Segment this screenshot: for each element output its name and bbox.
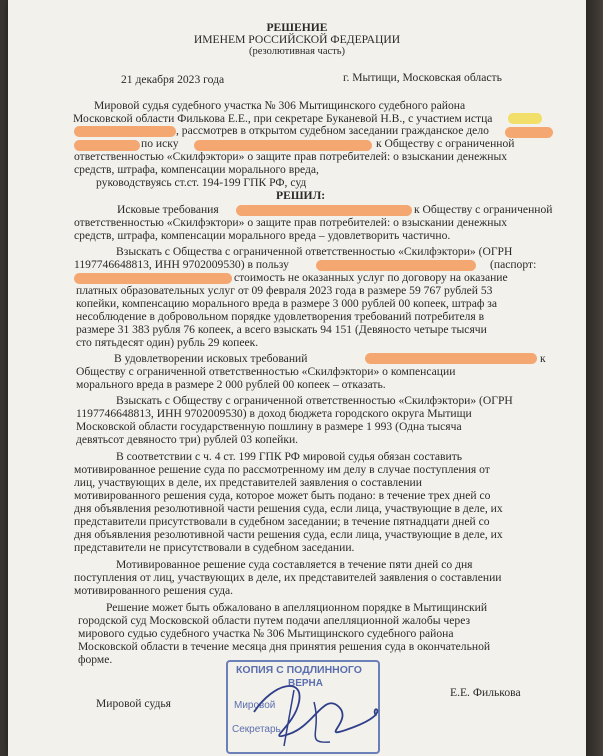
text-line: Исковые требования [117,203,219,216]
text-line: 1197746648813, ИНН 9702009530) в пользу [74,258,289,271]
text-line: форме. [78,653,113,666]
doc-title: РЕШЕНИЕ [266,21,328,34]
text-line: представители не присутствовали в судебном заседании. [74,541,355,554]
text-line: средств, штрафа, компенсации морального вреда, [74,163,319,176]
text-line: копейки, компенсацию морального вреда в размере 3 000 рублей 00 копеек, штраф за [76,297,498,310]
text-line: мирового судью судебного участка № 306 Мытищинского судебного района [78,627,454,640]
text-line: ответственностью «Скилфэктори» о защите прав потребителей: о взыскании денежных [74,150,508,163]
text-line: представители присутствовали в судебном заседании; в течение пятнадцати дней со [74,515,490,528]
stamp-sub: ВЕРНА [288,678,324,689]
text-line: Московской области Филькова Е.Е., при секретаре Буканевой Н.В., с участием истца [73,112,493,125]
stamp-line-2: Секретарь [232,724,281,735]
document-page [8,0,586,756]
text-line: ответственностью «Скилфэктори» о защите прав потребителей: о взыскании денежных [74,216,508,229]
text-line: девятьсот девяносто три) рублей 03 копейки. [76,433,299,446]
text-line: к Обществу с ограниченной [376,137,515,150]
judge-name: Е.Е. Филькова [450,686,521,699]
text-line: мотивированное решение суда по рассмотренному им делу в случае поступления от [74,463,490,476]
text-line: по иску [141,137,179,150]
stamp-line-1: Мировой [234,700,276,711]
text-line: средств, штрафа, компенсации морального вреда – удовлетворить частично. [74,229,451,242]
redaction-mark [74,273,232,284]
background-edge [586,0,603,756]
highlight-mark [508,113,542,124]
decision-date: 21 декабря 2023 года [121,73,225,86]
text-line: Мировой судья судебного участка № 306 Мытищинского судебного района [94,99,466,112]
text-line: стоимость не оказанных услуг по договору на оказание [234,271,508,284]
text-line: 1197746648813, ИНН 9702009530) в доход бюджета городского округа Мытищи [76,407,472,420]
text-line: Московской области государственную пошлину в размере 1 993 (Одна тысяча [76,420,462,433]
text-line: , рассмотрев в открытом судебном заседании гражданское дело [176,124,489,137]
text-line: к [540,352,546,365]
text-line: дня объявления резолютивной части решения суда, если лица, участвующие в деле, их [74,528,503,541]
text-line: морального вреда в размере 2 000 рублей 00 копеек – отказать. [76,378,386,391]
text-line: мотивированного решения суда, которое может быть подано: в течение трех дней со [74,489,491,502]
text-line: к Обществу с ограниченной [414,203,553,216]
text-line: Взыскать с Общества с ограниченной ответственностью «Скилфэктори» (ОГРН [116,245,513,258]
resolution-heading: РЕШИЛ: [276,189,326,202]
redaction-mark [365,353,537,364]
doc-subtitle: ИМЕНЕМ РОССИЙСКОЙ ФЕДЕРАЦИИ [193,33,401,46]
redaction-mark [236,205,412,216]
text-line: (паспорт: [490,258,537,271]
text-line: мотивированного решения суда. [74,584,234,597]
text-line: Мотивированное решение суда составляется в течение пяти дней со дня [116,558,473,571]
handwritten-signature [244,672,384,752]
text-line: В удовлетворении исковых требований [114,352,308,365]
text-line: дня объявления резолютивной части решения суда, если лица, участвующие в деле, их [74,502,503,515]
text-line: сто пятьдесят один) рубль 29 копеек. [76,336,259,349]
text-line: В соответствии с ч. 4 ст. 199 ГПК РФ мировой судья обязан составить [116,450,463,463]
redaction-mark [316,260,476,271]
redaction-mark [74,126,176,137]
text-line: Решение может быть обжаловано в апелляционном порядке в Мытищинский [106,601,488,614]
text-line: Взыскать с Обществу с ограниченной ответственностью «Скилфэктори» (ОГРН [116,394,513,407]
doc-note: (резолютивная часть) [248,46,346,57]
judge-label: Мировой судья [96,697,171,710]
text-line: руководствуясь ст.ст. 194-199 ГПК РФ, суд [96,176,307,189]
stamp-title: КОПИЯ С ПОДЛИННОГО [236,664,362,676]
text-line: платных образовательных услуг от 09 февраля 2023 года в размере 59 767 рублей 53 [76,284,493,297]
text-line: Московской области в течение месяца дня принятия решения суда в окончательной [78,640,491,653]
text-line: размере 31 383 рубля 76 копеек, а всего взыскать 94 151 (Девяносто четыре тысячи [76,323,487,336]
text-line: несоблюдение в добровольном порядке удовлетворения требований потребителя в [76,310,485,323]
decision-place: г. Мытищи, Московская область [343,71,502,84]
text-line: лиц, участвующих в деле, их представителей заявления о составлении [74,476,422,489]
text-line: городской суд Московской области путем подачи апелляционной жалобы через [78,614,471,627]
text-line: поступления от лиц, участвующих в деле, их представителей заявления о составлении [74,571,502,584]
text-line: Обществу с ограниченной ответственностью «Скилфэктори» о компенсации [76,365,456,378]
